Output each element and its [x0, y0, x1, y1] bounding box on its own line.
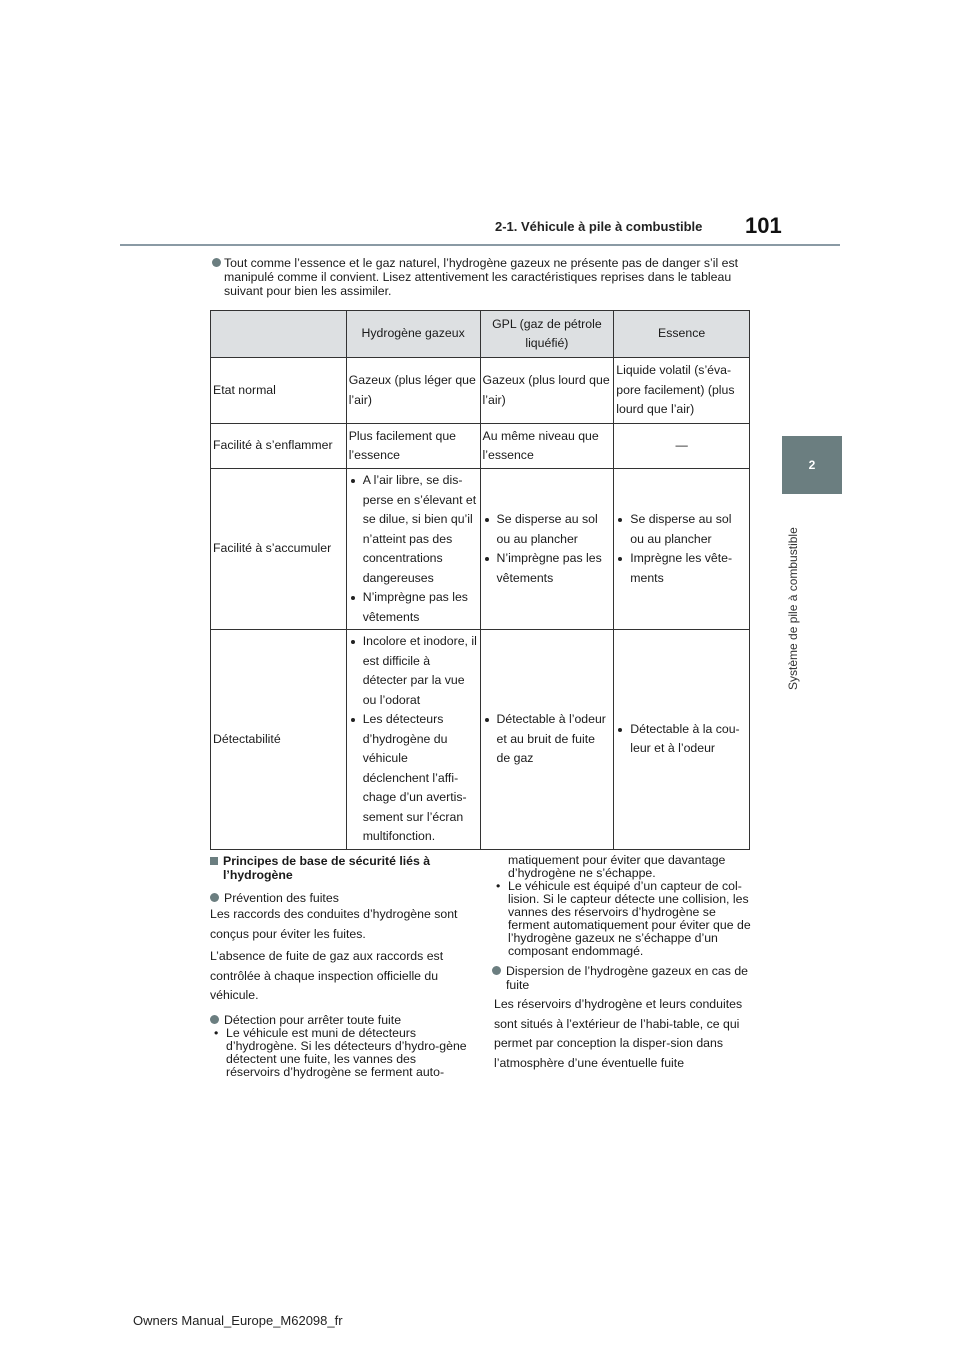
table-row [211, 424, 750, 469]
list-item-text: Le véhicule est muni de détecteurs d’hydrogène. Si les détecteurs d’hydro-gène détectent une fuite, les vannes des réservoirs d’hydrogène se ferment auto- [226, 1025, 467, 1079]
row-label: Facilité à s’enflammer [211, 424, 347, 469]
table-cell [614, 630, 750, 850]
table-header-cell: Essence [614, 311, 750, 358]
list-item: Se disperse au sol ou au plancher [616, 510, 747, 549]
chapter-number: 2 [808, 458, 816, 472]
subheading-text: Dispersion de l’hydrogène gazeux en cas de fuite [506, 964, 748, 992]
chapter-title: Système de pile à combustible [786, 527, 800, 690]
list-item-text: Le véhicule est équipé d’un capteur de col-lision. Si le capteur détecte une collision, les vannes des réservoirs d’hydrogène se ferment automatiquement pour éviter que de l’hydrogène gazeux ne s’échappe d’un composant endommagé. [508, 879, 751, 958]
bullet-icon [210, 893, 219, 902]
bullet-icon [492, 966, 501, 975]
table-header-cell [211, 311, 347, 358]
list-item: A l’air libre, se dis-perse en s’élevant et se dilue, si bien qu’il n’atteint pas des concentrations dangereuses [349, 471, 478, 588]
table-cell: Gazeux (plus léger que l’air) [346, 358, 480, 424]
table-cell [480, 630, 614, 850]
list-item: N’imprègne pas les vêtements [483, 549, 612, 588]
intro-paragraph [212, 256, 752, 298]
subheading-text: Détection pour arrêter toute fuite [224, 1012, 402, 1027]
chapter-side-title [784, 510, 804, 690]
table-cell [480, 469, 614, 630]
table-cell [346, 630, 480, 850]
paragraph: Les réservoirs d’hydrogène et leurs conduites sont situés à l’extérieur de l’habi-table, ce qui permet par conception la disper-sion dans l’atmosphère d’une éventuelle fuite [494, 997, 743, 1070]
list-item: Se disperse au sol ou au plancher [483, 510, 612, 549]
bullet-dot-icon: • [214, 1025, 219, 1040]
table-cell: Gazeux (plus lourd que l’air) [480, 358, 614, 424]
table-header-cell: Hydrogène gazeux [346, 311, 480, 358]
subheading-text: Prévention des fuites [224, 891, 339, 905]
paragraph: L’absence de fuite de gaz aux raccords est contrôlée à chaque inspection officielle du véhicule. [210, 949, 444, 1002]
table-row [211, 358, 750, 424]
row-label: Détectabilité [211, 630, 347, 850]
bullet-icon [212, 258, 221, 267]
list-item [492, 880, 752, 958]
list-item: Incolore et inodore, il est difficile à détecter par la vue ou l’odorat [349, 632, 478, 710]
subheading [492, 964, 752, 992]
table-cell: Plus facilement que l’essence [346, 424, 480, 469]
row-label: Etat normal [211, 358, 347, 424]
chapter-tab [782, 436, 842, 494]
page-number: 101 [745, 213, 782, 238]
table-cell: — [614, 424, 750, 469]
right-column [492, 854, 752, 1073]
subheading [210, 891, 472, 905]
list-item: Détectable à la cou-leur et à l’odeur [616, 720, 747, 759]
subheading [210, 1013, 472, 1027]
section-title: 2-1. Véhicule à pile à combustible [495, 219, 703, 234]
row-label: Facilité à s’accumuler [211, 469, 347, 630]
table-header-cell: GPL (gaz de pétrole liquéfié) [480, 311, 614, 358]
footer-text: Owners Manual_Europe_M62098_fr [133, 1313, 343, 1328]
list-item-text: matiquement pour éviter que davantage d’hydrogène ne s’échappe. [508, 853, 726, 880]
table-cell [346, 469, 480, 630]
table-cell: Au même niveau que l’essence [480, 424, 614, 469]
list-item [210, 1027, 472, 1079]
left-column [210, 854, 472, 1079]
section-heading [210, 854, 472, 882]
comparison-table [210, 310, 750, 850]
list-item: N’imprègne pas les vêtements [349, 588, 478, 627]
paragraph: Les raccords des conduites d’hydrogène sont conçus pour éviter les fuites. [210, 907, 458, 941]
list-item: Imprègne les vête-ments [616, 549, 747, 588]
intro-text: Tout comme l’essence et le gaz naturel, l’hydrogène gazeux ne présente pas de danger s’il est manipulé comme il convient. Lisez attentivement les caractéristiques reprises dans le tableau suivant pour bien les assimiler. [224, 256, 739, 298]
table-cell [614, 469, 750, 630]
list-item-continuation [492, 854, 752, 880]
table-row [211, 469, 750, 630]
bullet-icon [210, 1015, 219, 1024]
table-cell: Liquide volatil (s’éva-pore facilement) (plus lourd que l’air) [614, 358, 750, 424]
square-bullet-icon [210, 857, 218, 865]
section-heading-text: Principes de base de sécurité liés à l’hydrogène [223, 854, 431, 882]
bullet-dot-icon: • [496, 879, 501, 893]
list-item: Détectable à l’odeur et au bruit de fuite de gaz [483, 710, 612, 769]
list-item: Les détecteurs d’hydrogène du véhicule déclenchent l’affi-chage d’un avertis-sement sur l’écran multifonction. [349, 710, 478, 847]
header-rule [120, 244, 840, 246]
table-header-row [211, 311, 750, 358]
table-row [211, 630, 750, 850]
